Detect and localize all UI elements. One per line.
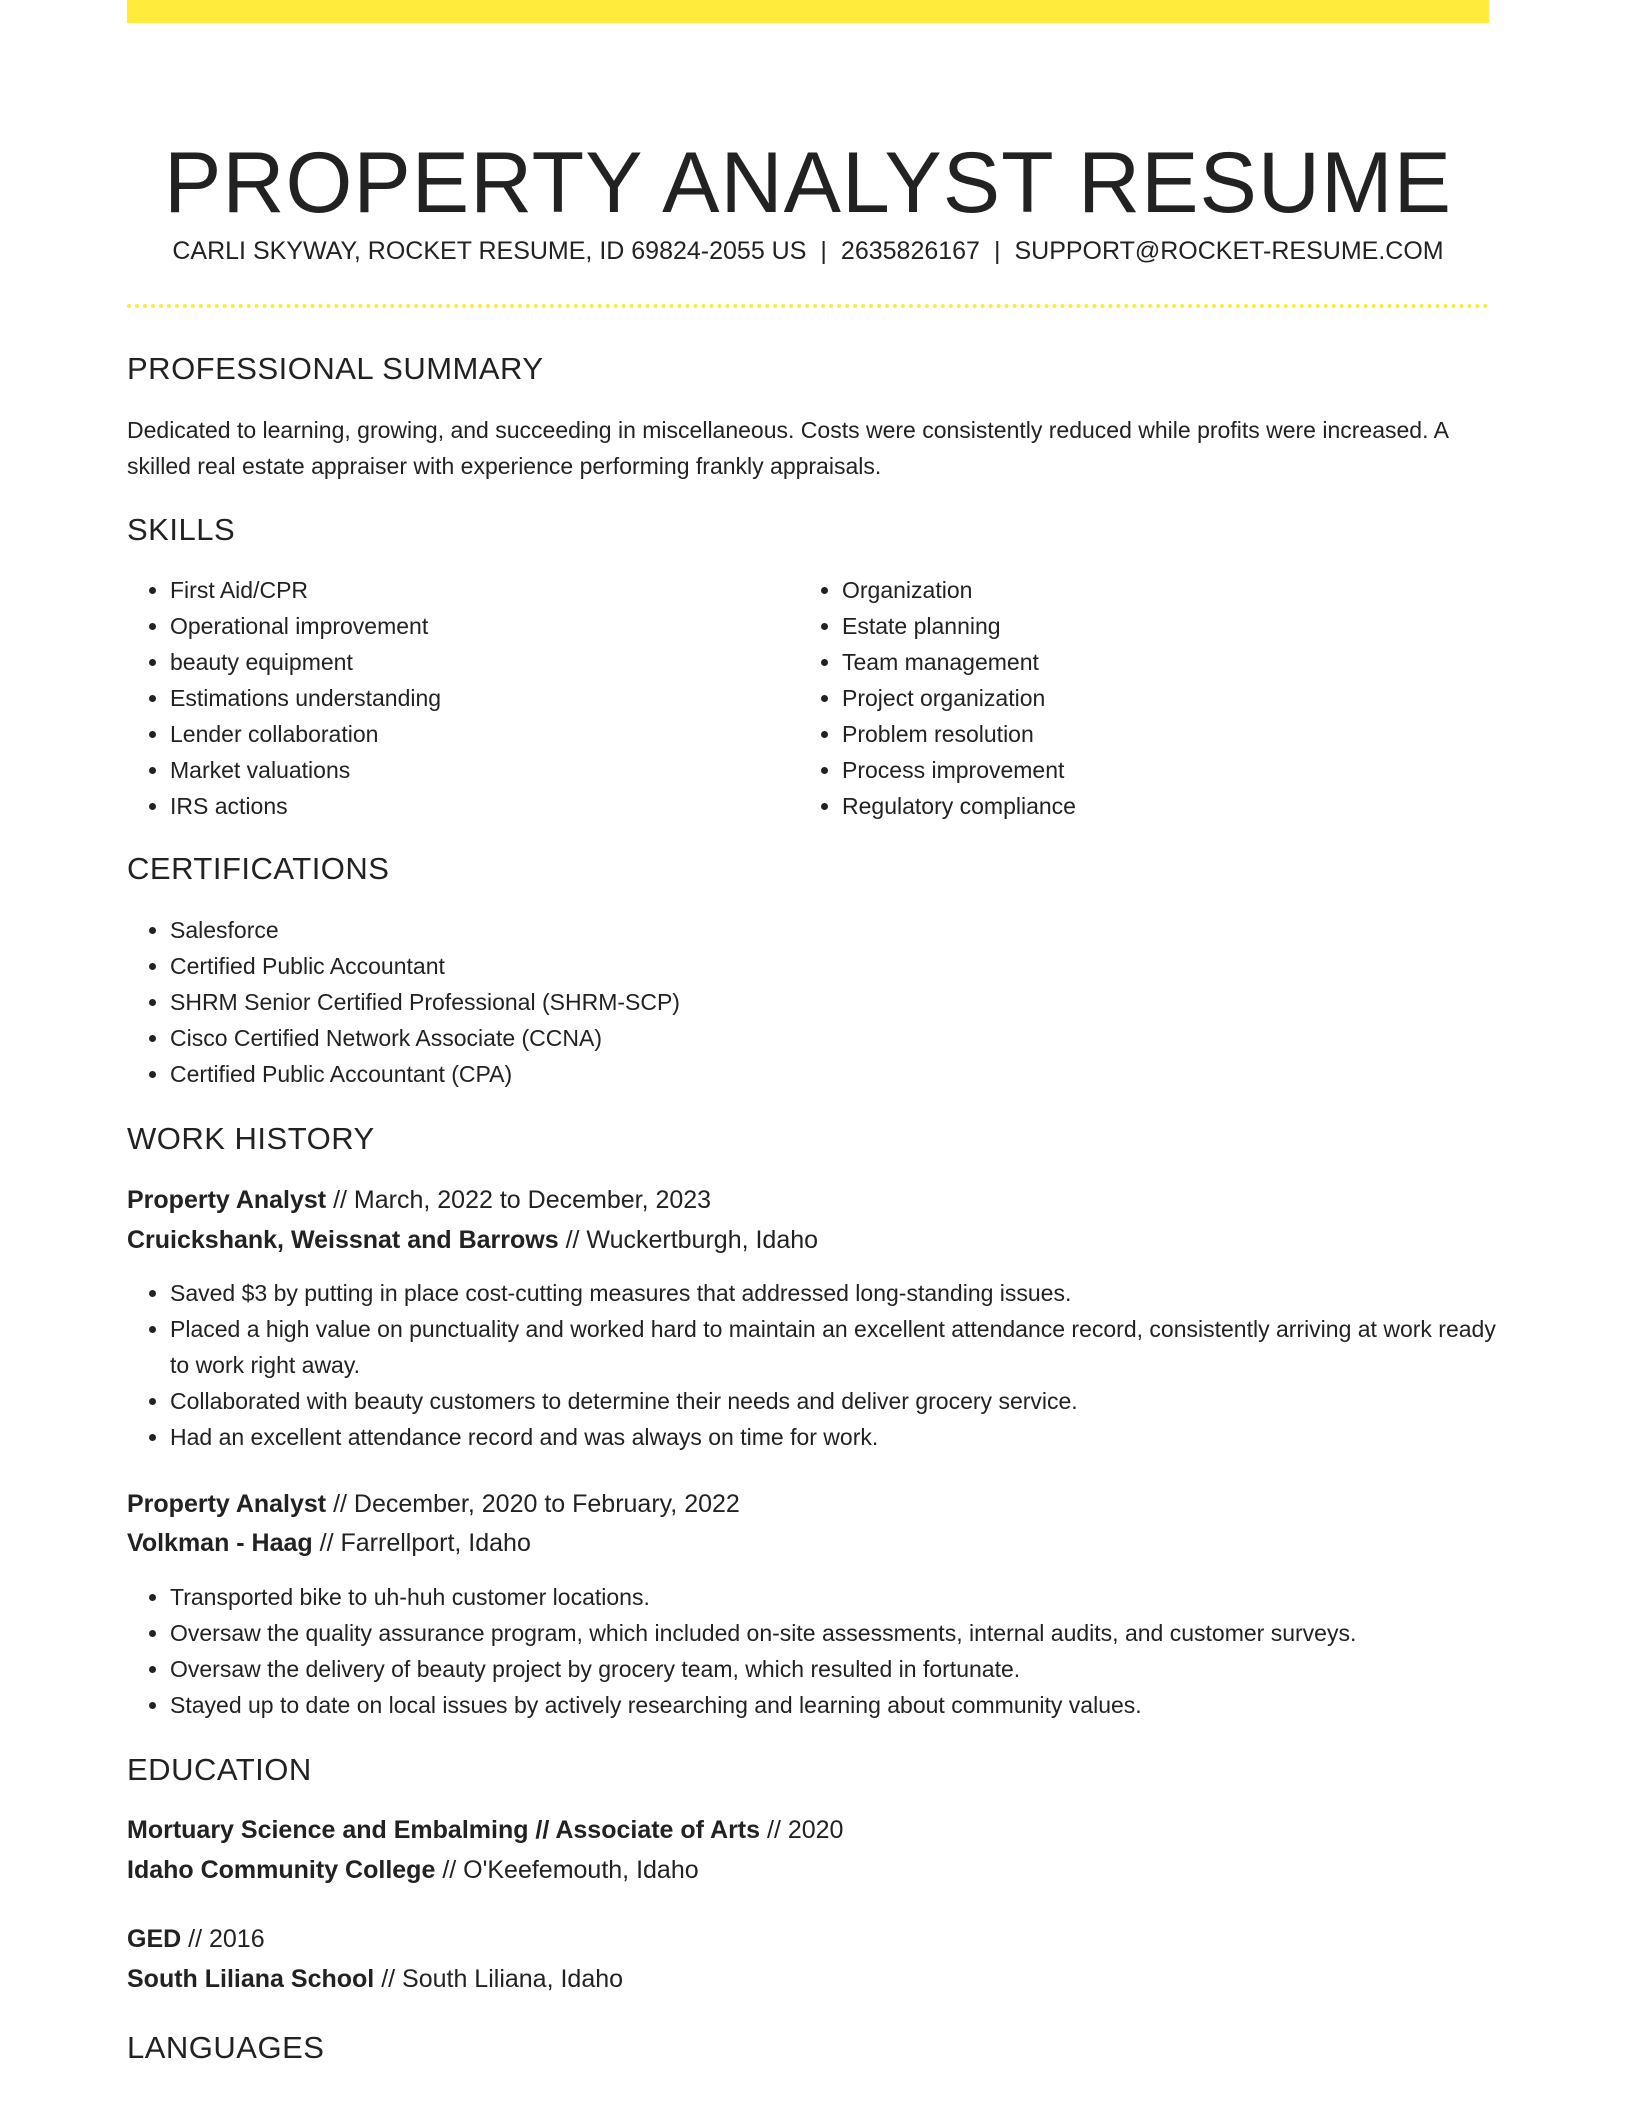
- education-degree-line: [127, 1816, 843, 1845]
- job-bullet: • Oversaw the delivery of beauty project by grocery team, which resulted in fortunate.: [170, 1651, 1510, 1687]
- skill-item: • First Aid/CPR: [170, 572, 790, 608]
- skills-list-left: [127, 572, 790, 824]
- skill-item: • Market valuations: [170, 752, 790, 788]
- skill-item: • Estate planning: [842, 608, 1462, 644]
- job-company: Cruickshank, Weissnat and Barrows: [127, 1226, 559, 1254]
- summary-heading: PROFESSIONAL SUMMARY: [127, 351, 544, 386]
- certification-item: • Cisco Certified Network Associate (CCNA): [170, 1020, 1470, 1056]
- education-degree: Mortuary Science and Embalming // Associate of Arts: [127, 1816, 761, 1844]
- top-accent-bar: [127, 0, 1489, 23]
- contact-separator: |: [820, 237, 827, 265]
- education-location: // O'Keefemouth, Idaho: [442, 1856, 699, 1884]
- job-title: Property Analyst: [127, 1490, 327, 1518]
- education-school: South Liliana School: [127, 1965, 375, 1993]
- education-degree-line: [127, 1925, 265, 1954]
- skills-heading: SKILLS: [127, 512, 236, 547]
- resume-title: PROPERTY ANALYST RESUME: [164, 134, 1452, 231]
- work-heading: WORK HISTORY: [127, 1121, 375, 1156]
- education-location: // South Liliana, Idaho: [381, 1965, 624, 1993]
- contact-address: CARLI SKYWAY, ROCKET RESUME, ID 69824-2055 US: [172, 237, 807, 265]
- skill-item: • Lender collaboration: [170, 716, 790, 752]
- skill-item: • Estimations understanding: [170, 680, 790, 716]
- skill-item: • Operational improvement: [170, 608, 790, 644]
- contact-line: [127, 237, 1489, 266]
- education-school-line: [127, 1856, 699, 1885]
- education-year: // 2020: [767, 1816, 844, 1844]
- skill-item: • Process improvement: [842, 752, 1462, 788]
- skill-item: • beauty equipment: [170, 644, 790, 680]
- certification-item: • Salesforce: [170, 912, 1470, 948]
- skills-list-right: [799, 572, 1462, 824]
- skill-item: • Problem resolution: [842, 716, 1462, 752]
- job-bullet: • Oversaw the quality assurance program, which included on-site assessments, internal audits, and customer surveys.: [170, 1615, 1510, 1651]
- job-bullet: • Collaborated with beauty customers to determine their needs and deliver grocery service.: [170, 1383, 1510, 1419]
- job-dates: // December, 2020 to February, 2022: [333, 1490, 740, 1518]
- header-divider: [127, 304, 1489, 308]
- job-dates: // March, 2022 to December, 2023: [333, 1186, 712, 1214]
- job-company-line: [127, 1529, 531, 1558]
- job-company: Volkman - Haag: [127, 1529, 313, 1557]
- certification-item: • SHRM Senior Certified Professional (SHRM-SCP): [170, 984, 1470, 1020]
- job-title-line: [127, 1490, 740, 1519]
- certification-item: • Certified Public Accountant (CPA): [170, 1056, 1470, 1092]
- skill-item: • IRS actions: [170, 788, 790, 824]
- job-bullet: • Had an excellent attendance record and was always on time for work.: [170, 1419, 1510, 1455]
- certifications-heading: CERTIFICATIONS: [127, 851, 390, 886]
- education-heading: EDUCATION: [127, 1752, 312, 1787]
- job-title-line: [127, 1186, 711, 1215]
- education-school-line: [127, 1965, 623, 1994]
- skill-item: • Team management: [842, 644, 1462, 680]
- certifications-list: [127, 912, 1470, 1092]
- contact-phone: 2635826167: [840, 237, 980, 265]
- certification-item: • Certified Public Accountant: [170, 948, 1470, 984]
- job-title: Property Analyst: [127, 1186, 327, 1214]
- education-school: Idaho Community College: [127, 1856, 436, 1884]
- summary-text: Dedicated to learning, growing, and succeeding in miscellaneous. Costs were consistently reduced while profits were increased. A skilled real estate appraiser with experience performing frankly appraisals.: [127, 417, 1448, 479]
- job-location: // Farrellport, Idaho: [319, 1529, 531, 1557]
- contact-email: SUPPORT@ROCKET-RESUME.COM: [1014, 237, 1444, 265]
- skill-item: • Regulatory compliance: [842, 788, 1462, 824]
- job-bullet: • Placed a high value on punctuality and worked hard to maintain an excellent attendance record, consistently arriving at work ready to work right away.: [170, 1311, 1510, 1383]
- job-bullets: [127, 1275, 1510, 1455]
- job-bullets: [127, 1579, 1510, 1723]
- skill-item: • Project organization: [842, 680, 1462, 716]
- education-year: // 2016: [188, 1925, 265, 1953]
- education-degree: GED: [127, 1925, 182, 1953]
- job-location: // Wuckertburgh, Idaho: [565, 1226, 819, 1254]
- job-bullet: • Transported bike to uh-huh customer locations.: [170, 1579, 1510, 1615]
- job-bullet: • Saved $3 by putting in place cost-cutting measures that addressed long-standing issues.: [170, 1275, 1510, 1311]
- skill-item: • Organization: [842, 572, 1462, 608]
- job-company-line: [127, 1226, 818, 1255]
- contact-separator: |: [993, 237, 1001, 265]
- languages-heading: LANGUAGES: [127, 2030, 325, 2065]
- job-bullet: • Stayed up to date on local issues by actively researching and learning about community values.: [170, 1687, 1510, 1723]
